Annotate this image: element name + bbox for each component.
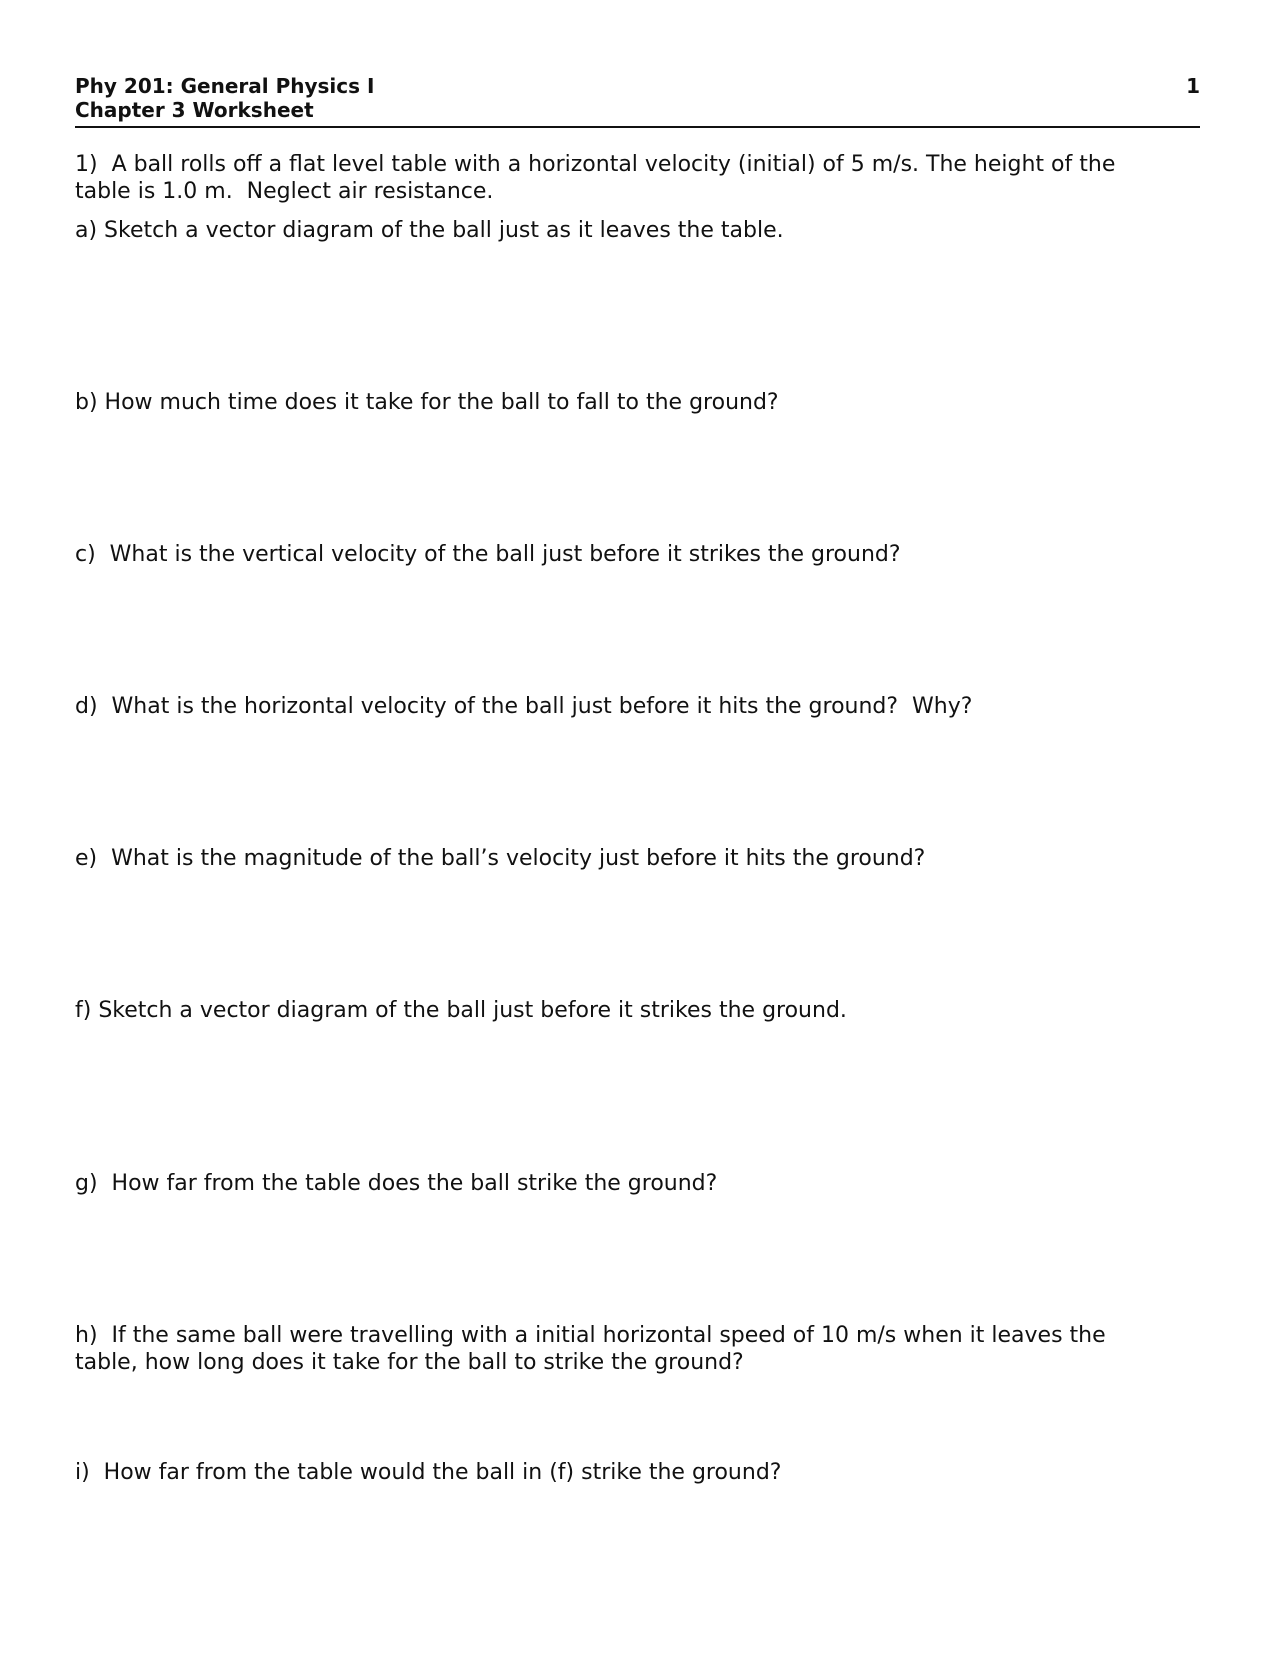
worksheet-title: Chapter 3 Worksheet [75,98,314,122]
question-d: d) What is the horizontal velocity of the ball just before it hits the ground? Why? [75,694,973,719]
question-h-line-2: table, how long does it take for the ball to strike the ground? [75,1350,744,1375]
problem-intro-line-1: 1) A ball rolls off a flat level table with a horizontal velocity (initial) of 5 m/s. The height of the [75,152,1116,177]
question-g: g) How far from the table does the ball strike the ground? [75,1171,718,1196]
question-e: e) What is the magnitude of the ball’s velocity just before it hits the ground? [75,846,926,871]
course-title: Phy 201: General Physics I [75,74,375,98]
question-f: f) Sketch a vector diagram of the ball just before it strikes the ground. [75,998,847,1023]
page-number: 1 [1186,74,1200,98]
question-b: b) How much time does it take for the ball to fall to the ground? [75,390,779,415]
problem-intro [75,151,1200,205]
question-c: c) What is the vertical velocity of the ball just before it strikes the ground? [75,542,901,567]
question-h-line-1: h) If the same ball were travelling with a initial horizontal speed of 10 m/s when it leaves the [75,1323,1106,1348]
problem-intro-line-2: table is 1.0 m. Neglect air resistance. [75,179,494,204]
question-i: i) How far from the table would the ball in (f) strike the ground? [75,1460,782,1485]
question-a: a) Sketch a vector diagram of the ball just as it leaves the table. [75,218,784,243]
page-header [75,74,1200,128]
question-h [75,1322,1200,1376]
